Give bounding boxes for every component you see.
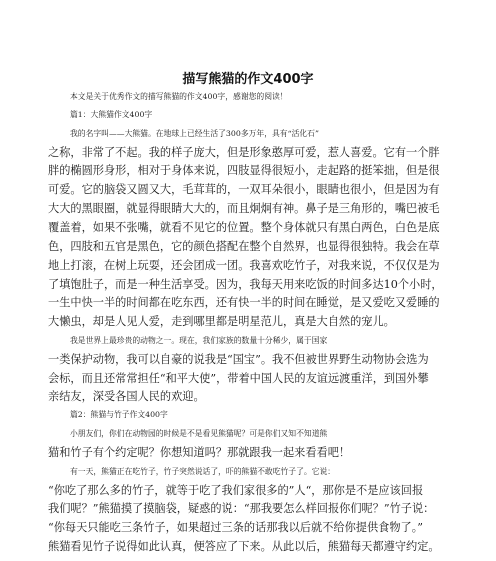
section-heading-1: 篇1：大熊猫作文400字	[70, 110, 153, 119]
document-title: 描写熊猫的作文400字	[182, 72, 314, 87]
paragraph-line: 大大的黑眼圈，就显得眼睛大大的，而且炯炯有神。鼻子是三角形的，嘴巴被毛	[48, 202, 440, 215]
paragraph-line: 可爱。它的脑袋又圆又大，毛茸茸的，一双耳朵很小，眼睛也很小，但是因为有	[48, 183, 440, 196]
paragraph-line: 胖的椭圆形身形，相对于身体来说，四肢显得很短小，走起路的挺笨拙，但是很	[48, 164, 440, 177]
paragraph-line: 地上打滚，在树上玩耍，还会团成一团。我喜欢吃竹子，对我来说，不仅仅是为	[48, 259, 440, 272]
paragraph-line: 之称，非常了不起。我的样子庞大，但是形象憨厚可爱，惹人喜爱。它有一个胖	[48, 146, 440, 159]
paragraph-line: 色，四肢和五官是黑色，它的颜色搭配在整个自然界，也显得很独特。我会在草	[48, 240, 440, 253]
paragraph-line: 有一天，熊猫正在吃竹子，竹子突然说话了，吓的熊猫不敢吃竹子了。它说：	[70, 467, 336, 476]
paragraph-line: 覆盖着，如果不张嘴，就看不见它的位置。整个身体就只有黑白两色，白色是底	[48, 221, 440, 234]
intro-line: 本文是关于优秀作文的描写熊猫的作文400字，感谢您的阅读！	[70, 92, 288, 101]
paragraph-line: 会标，而且还常常担任“和平大使”，带着中国人民的友谊远渡重洋，到国外攀	[48, 372, 429, 385]
paragraph-line: 一生中快一半的时间都在吃东西，还有快一半的时间在睡觉，是又爱吃又爱睡的	[48, 296, 440, 309]
paragraph-line: 一类保护动物，我可以自豪的说我是“国宝”。我不但被世界野生动物协会选为	[48, 353, 429, 366]
paragraph-line: 我的名字叫——大熊猫。在地球上已经生活了300多万年，具有“活化石”	[70, 129, 319, 138]
paragraph-line: 了填饱肚子，而是一种生活享受。因为，我每天用来吃饭的时间多达10个小时，	[48, 278, 443, 291]
paragraph-line: 我们呢？”熊猫摸了摸脑袋，疑惑的说：“那我要怎么样回报你们呢？”竹子说：	[48, 502, 435, 515]
paragraph-line: 我是世界上最珍贵的动物之一。现在，我们家族的数量十分稀少，属于国家	[70, 336, 328, 345]
paragraph-line: 猫和竹子有个约定呢？你想知道吗？那就跟我一起来看看吧！	[48, 446, 351, 459]
paragraph-line: “你吃了那么多的竹子，就等于吃了我们家很多的”人“，那你是不是应该回报	[48, 484, 424, 497]
paragraph-line: 小朋友们，你们在动物园的时候是不是看见熊猫呢？可是你们又知不知道熊	[70, 429, 328, 438]
paragraph-line: 大懒虫，却是人见人爱，走到哪里都是明星范儿，真是大自然的宠儿。	[48, 315, 395, 328]
paragraph-line: 亲结友，深受各国人民的欢迎。	[48, 390, 205, 403]
section-heading-2: 篇2：熊猫与竹子作文400字	[70, 410, 168, 419]
paragraph-line: “你每天只能吃三条竹子，如果超过三条的话那我以后就不给你提供食物了。”	[48, 521, 424, 534]
paragraph-line: 熊猫看见竹子说得如此认真，便答应了下来。从此以后，熊猫每天都遵守约定。	[48, 540, 440, 553]
